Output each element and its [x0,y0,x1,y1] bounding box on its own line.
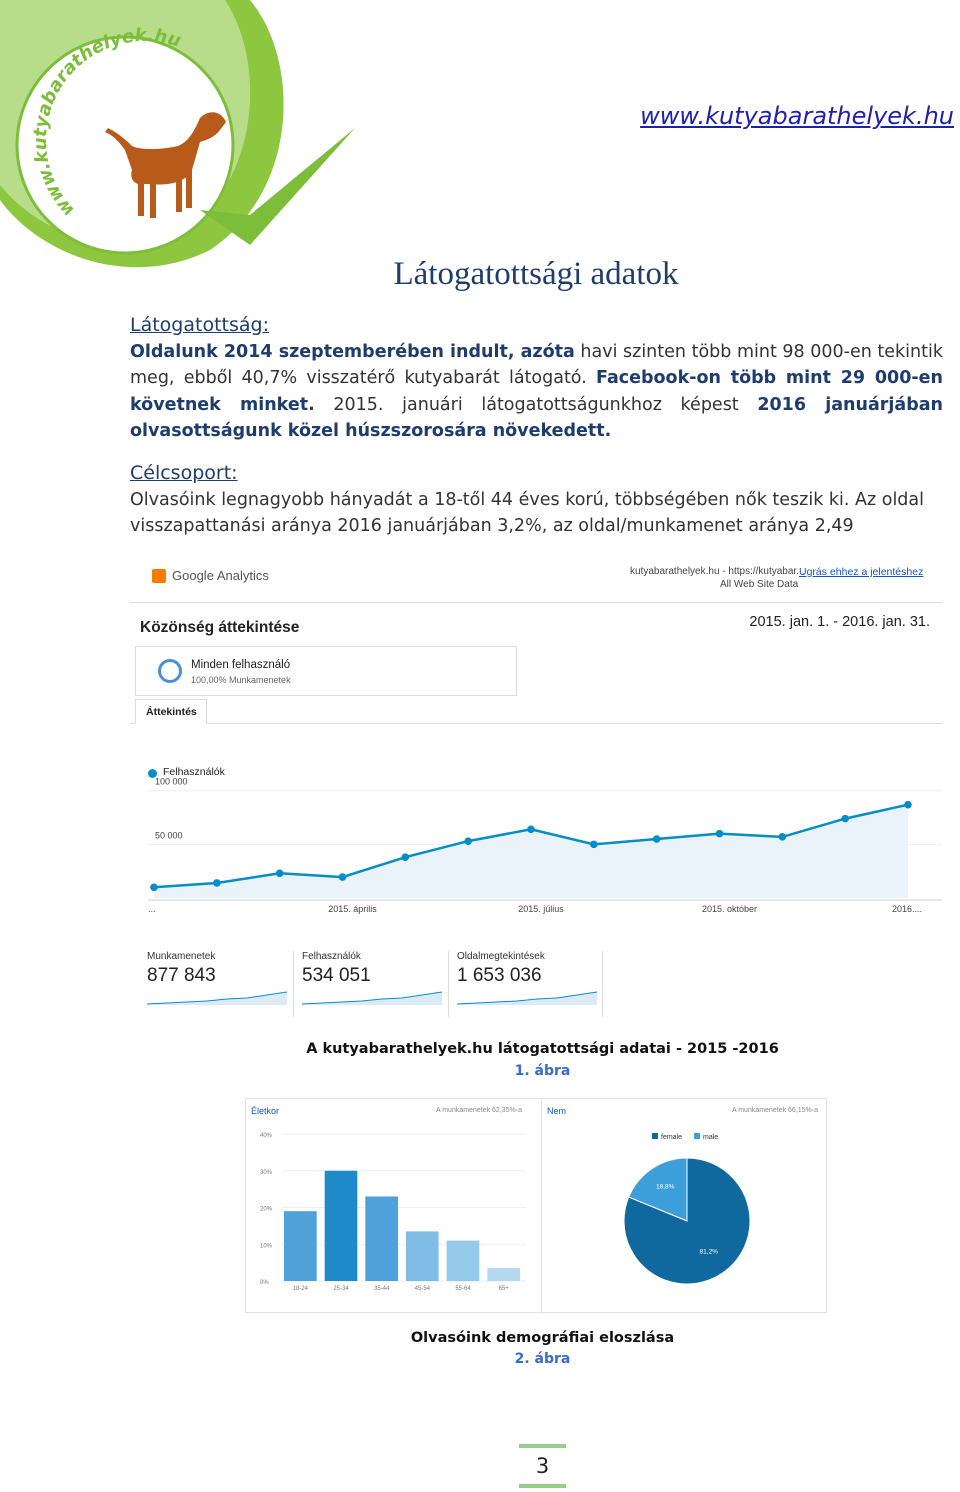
age-note: A munkamenetek 62,35%-a [436,1107,522,1114]
ga-date-range[interactable]: 2015. jan. 1. - 2016. jan. 31. [749,614,930,630]
x-tick-label: 2015. április [328,904,377,914]
x-tick-label: 2015. július [518,904,564,914]
footer-rule-bottom [519,1484,566,1488]
data-point [150,883,158,891]
section-heading-visits: Látogatottság: [130,314,269,336]
slice-label: 18,8% [656,1183,675,1191]
y-tick-label: 100 000 [155,776,188,787]
footer-rule-top [519,1444,566,1448]
data-point [904,801,912,809]
audience-paragraph: Olvasóink legnagyobb hányadát a 18-től 44 éves korú, többségében nők teszik ki. Az oldal visszapattanási aránya 2016 januárjában 3,2%, az oldal/munkamenet aránya 2,49 [130,489,924,536]
gender-note: A munkamenetek 66,15%-a [732,1107,818,1114]
pageviews-sparkline [457,989,597,1005]
svg-text:www.kutyabarathelyek.hu: www.kutyabarathelyek.hu [29,24,184,221]
demographics-panel [245,1098,827,1313]
y-tick-label: 20% [260,1206,273,1213]
ga-header [130,555,942,603]
users-sparkline [302,989,442,1005]
ga-report-title: Közönség áttekintése [140,619,300,636]
segment-name: Minden felhasználó [191,659,291,671]
age-bar-chart [246,1099,541,1314]
section-visits [130,312,943,445]
bar [406,1231,439,1281]
bar [325,1171,358,1281]
section-heading-audience: Célcsoport: [130,462,238,484]
bar [284,1211,317,1281]
ga-property: kutyabarathelyek.hu - https://kutyabar... All Web Site Data [630,566,805,590]
metric-divider [293,951,294,1017]
page-number: 3 [535,1454,550,1478]
ga-report-link[interactable]: Ugrás ehhez a jelentéshez [799,566,924,578]
figure-caption-1: A kutyabarathelyek.hu látogatottsági adatai - 2015 -2016 [306,1041,779,1057]
site-url-link[interactable]: www.kutyabarathelyek.hu [640,102,954,130]
gender-title: Nem [547,1106,567,1116]
x-tick-label: 18-24 [292,1286,309,1292]
section-audience [130,460,943,540]
bar [447,1241,480,1281]
analytics-screenshot [130,555,942,1025]
y-tick-label: 10% [260,1243,273,1250]
figure-number-1: 1. ábra [514,1063,571,1079]
legend-label: male [703,1134,719,1141]
age-title: Életkor [251,1106,280,1116]
ga-logo: Google Analytics [152,568,269,583]
x-tick-label: 55-64 [455,1286,471,1292]
site-logo [0,0,360,270]
data-point [716,830,724,838]
metric-divider [448,951,449,1017]
legend-swatch [694,1133,700,1139]
y-tick-label: 30% [260,1169,273,1176]
y-tick-label: 40% [260,1133,273,1139]
x-tick-label: 45-54 [414,1286,431,1292]
data-point [841,815,849,823]
metric-divider [602,951,603,1017]
legend-label-users: Felhasználók [163,766,225,778]
x-tick-label: 65+ [498,1286,509,1292]
figure-number-2: 2. ábra [514,1351,571,1367]
data-point [590,841,598,849]
data-point [339,873,347,881]
x-tick-label: 2015. október [701,904,758,914]
tab-overview[interactable]: Áttekintés [135,699,207,724]
legend-label: female [661,1134,683,1141]
data-point [464,837,472,845]
metric-pageviews: Oldalmegtekintések 1 653 036 [457,951,605,1017]
segment-ring-icon [158,659,182,683]
segment-subtitle: 100,00% Munkamenetek [191,675,291,685]
figure-caption-2: Olvasóink demográfiai eloszlása [410,1330,675,1346]
series-area [154,805,908,898]
users-line-chart [130,760,942,920]
data-point [779,833,787,841]
y-tick-label: 50 000 [155,830,183,841]
visits-paragraph: Oldalunk 2014 szeptemberében indult, azóta havi szinten több mint 98 000-en tekintik meg, ebből 40,7% visszatérő kutyabarát látogató. Facebook-on több mint 29 000-en követnek minket. 2015. januári látogatottságunkhoz képest 2016 januárjában olvasottságunk közel húszszorosára növekedett. [130,341,943,441]
page-title: Látogatottsági adatok [393,256,679,292]
legend-swatch [652,1133,658,1139]
x-tick-label: 35-44 [373,1286,390,1292]
data-point [653,835,661,843]
y-tick-label: 0% [260,1280,269,1286]
bar [487,1268,520,1281]
gender-pie-chart [542,1099,828,1314]
ga-segment[interactable] [135,646,517,696]
tab-divider [130,723,942,724]
metric-sessions: Munkamenetek 877 843 [147,951,295,1017]
x-tick-label: ... [148,904,156,914]
data-point [402,853,410,861]
data-point [276,870,284,878]
sessions-sparkline [147,989,287,1005]
data-point [527,826,535,834]
bar [365,1196,398,1281]
data-point [213,879,221,887]
metric-users: Felhasználók 534 051 [302,951,450,1017]
x-tick-label: 2016.... [891,904,922,914]
analytics-icon [152,569,166,583]
x-tick-label: 25-34 [333,1286,349,1292]
slice-label: 81,2% [699,1248,718,1256]
